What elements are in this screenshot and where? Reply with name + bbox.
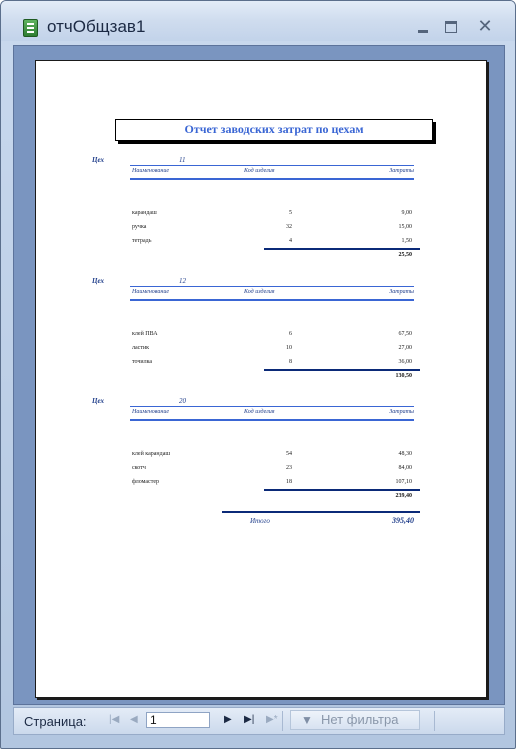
workshop-number: 12 <box>179 277 186 285</box>
separator <box>434 711 435 731</box>
row-name: карандаш <box>132 210 157 216</box>
report-page <box>35 60 487 698</box>
row-name: клей карандаш <box>132 451 170 457</box>
row-name: тетрадь <box>132 238 152 244</box>
filter-label: Нет фильтра <box>321 712 399 727</box>
header-line <box>130 178 414 180</box>
row-code: 32 <box>286 224 292 230</box>
group-label: Цех <box>92 277 104 285</box>
group-subtotal: 130,50 <box>395 373 412 379</box>
row-code: 23 <box>286 465 292 471</box>
row-cost: 48,30 <box>398 451 412 457</box>
row-code: 18 <box>286 479 292 485</box>
report-icon <box>23 19 38 37</box>
row-name: ластик <box>132 345 150 351</box>
row-cost: 27,00 <box>398 345 412 351</box>
grand-total-line <box>222 511 420 513</box>
col-header-code: Код изделия <box>244 168 275 174</box>
group-subtotal: 25,50 <box>398 252 412 258</box>
print-preview-area[interactable] <box>13 45 505 705</box>
col-header-code: Код изделия <box>244 409 275 415</box>
subtotal-line <box>264 248 420 250</box>
col-header-name: Наименование <box>132 289 170 295</box>
header-line <box>130 286 414 287</box>
group-label: Цех <box>92 156 104 164</box>
row-code: 10 <box>286 345 292 351</box>
title-bar[interactable] <box>1 1 515 41</box>
row-cost: 9,00 <box>401 210 412 216</box>
row-cost: 15,00 <box>398 224 412 230</box>
prev-page-button[interactable]: ◀ <box>130 714 138 725</box>
row-name: фломастер <box>132 479 159 485</box>
workshop-number: 11 <box>179 156 186 164</box>
row-cost: 107,10 <box>395 479 412 485</box>
row-name: точилка <box>132 359 153 365</box>
group-label: Цех <box>92 397 104 405</box>
first-page-button[interactable]: |◀ <box>109 714 120 725</box>
report-title-box <box>115 119 433 141</box>
row-code: 5 <box>289 210 292 216</box>
header-line <box>130 299 414 301</box>
row-name: скотч <box>132 465 146 471</box>
maximize-button[interactable] <box>437 15 465 37</box>
close-button[interactable]: ✕ <box>477 16 493 36</box>
subtotal-line <box>264 489 420 491</box>
last-page-button[interactable]: ▶| <box>244 714 255 725</box>
page-number-field[interactable]: 1 <box>146 712 210 728</box>
grand-total-label: Итого <box>250 517 270 525</box>
col-header-cost: Затраты <box>389 168 414 174</box>
subtotal-line <box>264 369 420 371</box>
minimize-button[interactable] <box>409 15 437 37</box>
row-cost: 1,50 <box>401 238 412 244</box>
no-filter-button[interactable] <box>290 710 420 730</box>
group-subtotal: 239,40 <box>395 493 412 499</box>
col-header-name: Наименование <box>132 168 170 174</box>
window-title: отчОбщзав1 <box>47 17 146 36</box>
row-code: 54 <box>286 451 292 457</box>
separator <box>282 711 283 731</box>
row-code: 4 <box>289 238 292 244</box>
new-record-button[interactable]: ▶* <box>266 714 278 725</box>
page-label: Страница: <box>24 714 87 729</box>
row-cost: 36,00 <box>398 359 412 365</box>
col-header-cost: Затраты <box>389 289 414 295</box>
col-header-cost: Затраты <box>389 409 414 415</box>
navigation-bar <box>13 707 505 735</box>
grand-total-value: 395,40 <box>392 516 414 525</box>
col-header-code: Код изделия <box>244 289 275 295</box>
header-line <box>130 165 414 166</box>
row-cost: 84,00 <box>398 465 412 471</box>
row-name: клей ПВА <box>132 331 158 337</box>
row-code: 6 <box>289 331 292 337</box>
header-line <box>130 419 414 421</box>
filter-icon: ▼ <box>301 713 313 727</box>
row-name: ручка <box>132 224 147 230</box>
report-title: Отчет заводских затрат по цехам <box>184 122 364 136</box>
col-header-name: Наименование <box>132 409 170 415</box>
row-cost: 67,50 <box>398 331 412 337</box>
row-code: 8 <box>289 359 292 365</box>
workshop-number: 20 <box>179 397 186 405</box>
next-page-button[interactable]: ▶ <box>224 714 232 725</box>
header-line <box>130 406 414 407</box>
